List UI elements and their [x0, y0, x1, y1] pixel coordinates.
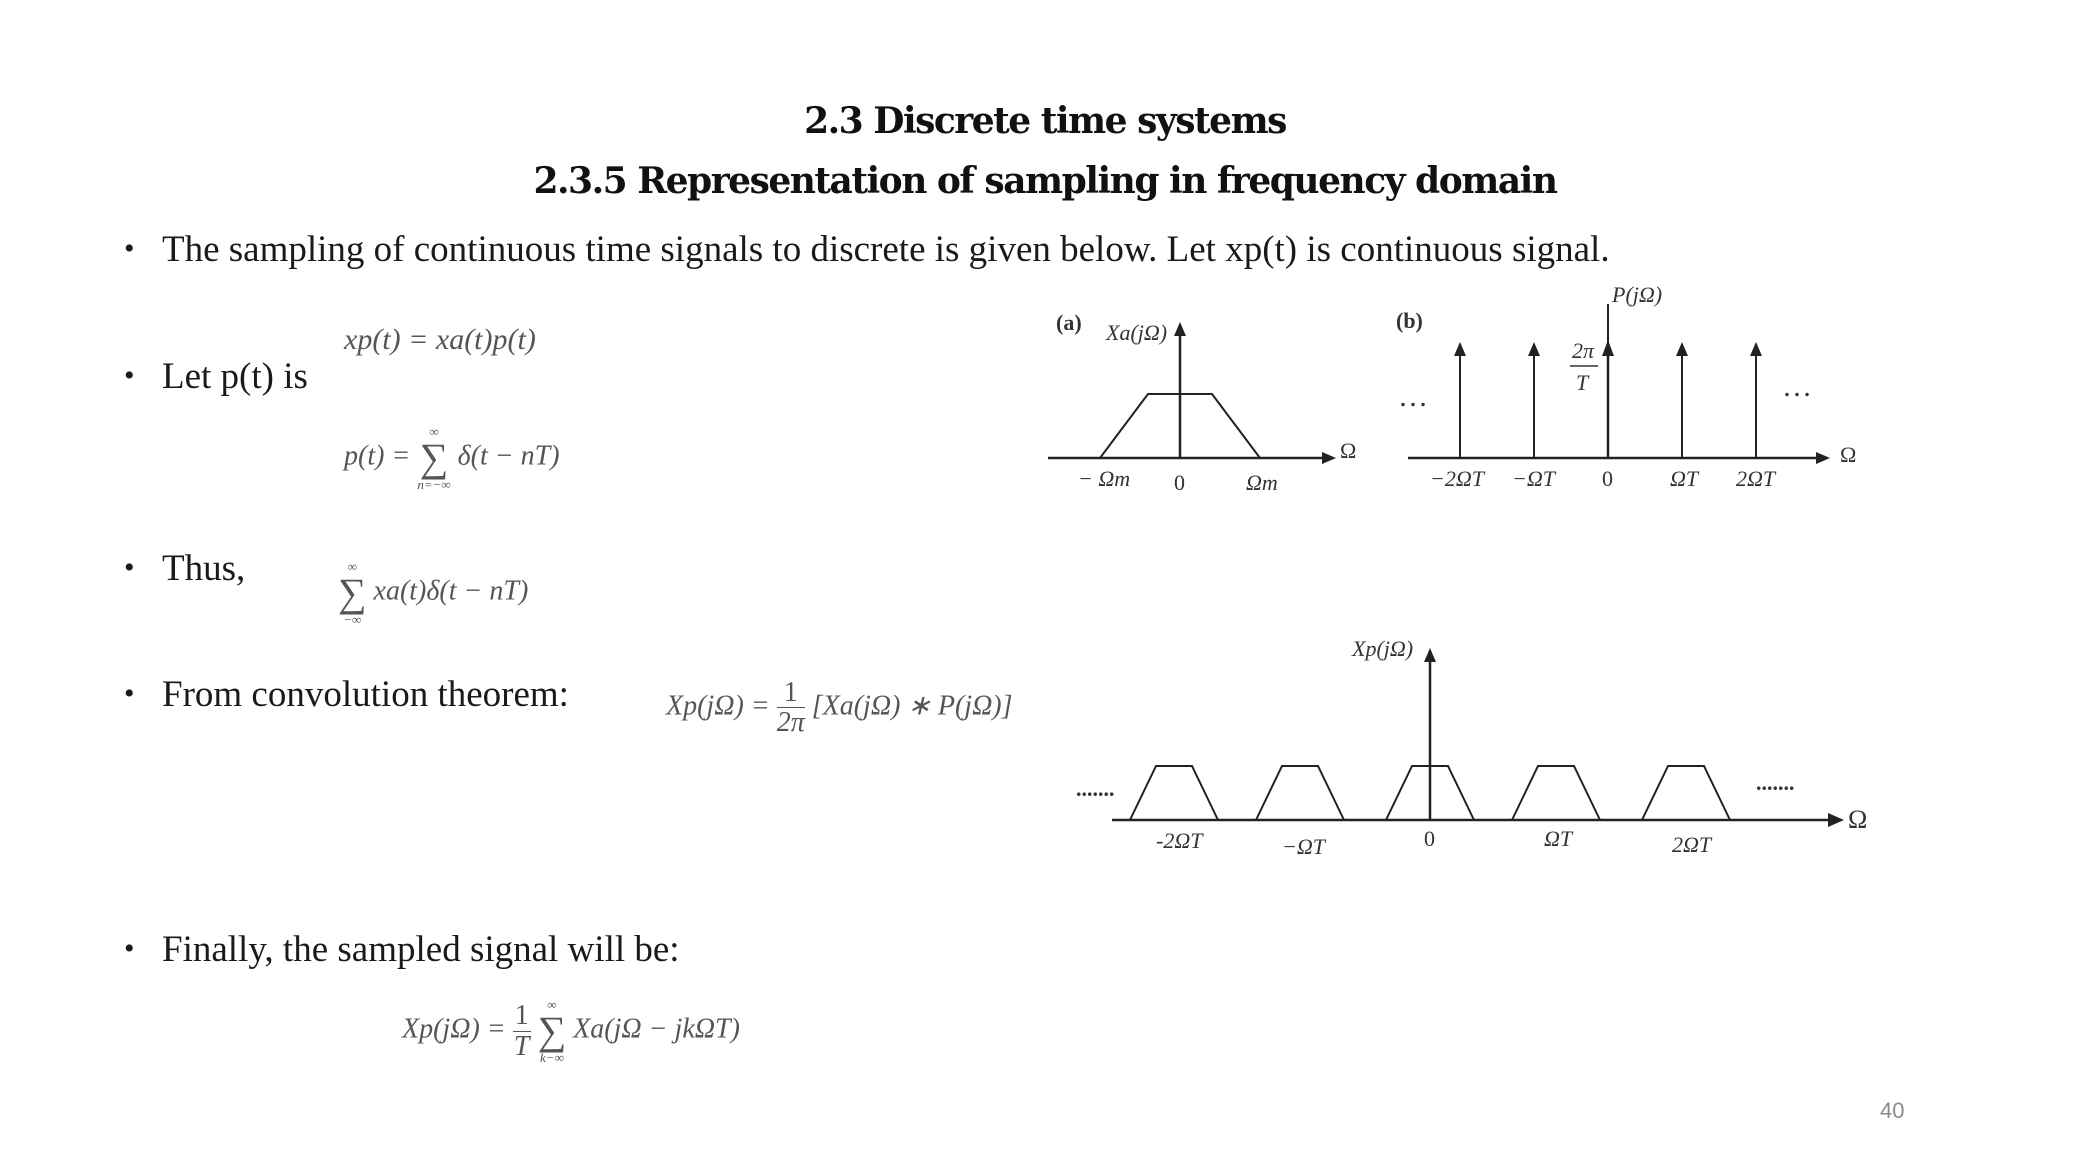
bullet-text: Thus, [162, 548, 246, 589]
equation-text: xp(t) = xa(t)p(t) [344, 323, 536, 356]
equation-rhs: [Xa(jΩ) ∗ P(jΩ)] [811, 690, 1013, 722]
sum-symbol: ∑ [537, 1008, 567, 1053]
equation-lhs: Xp(jΩ) = [402, 1013, 513, 1045]
dots-left: ....... [1076, 776, 1115, 801]
y-axis-label: Xp(jΩ) [1352, 636, 1414, 661]
tick-label: 0 [1424, 826, 1435, 851]
trapezoid-replica-minus-1 [1256, 766, 1344, 820]
bullet-text: The sampling of continuous time signals to discrete is given below. Let xp(t) is continuous signal. [162, 229, 1610, 270]
sum-lower: n=−∞ [417, 477, 451, 492]
tick-label: −ΩT [1282, 834, 1325, 859]
fraction [777, 678, 805, 738]
impulse-arrowhead [1602, 340, 1614, 356]
y-axis-arrowhead [1174, 322, 1186, 336]
page-number: 40 [1880, 1098, 1905, 1123]
tick-label: Ωm [1246, 470, 1278, 495]
fraction-numerator: 1 [777, 678, 805, 708]
sum-lower: −∞ [343, 612, 362, 627]
impulse-arrowhead [1528, 342, 1540, 356]
y-axis-label: Xa(jΩ) [1106, 320, 1168, 345]
equation-rhs: xa(t)δ(t − nT) [373, 575, 529, 607]
sum-upper: ∞ [429, 424, 439, 439]
bullet-text: From convolution theorem: [162, 674, 569, 715]
tick-label: -2ΩT [1156, 828, 1203, 853]
equation-convolution [666, 678, 1013, 738]
bullet-text: Finally, the sampled signal will be: [162, 929, 680, 970]
bullet-finally [124, 928, 680, 971]
impulse-arrowhead [1454, 342, 1466, 356]
x-axis-label: Ω [1340, 438, 1357, 463]
dots-left: … [1398, 380, 1428, 413]
panel-label: (a) [1056, 310, 1082, 335]
sum-symbol: ∑ [419, 435, 449, 480]
fraction [513, 1001, 531, 1061]
equation-rhs: Xa(jΩ − jkΩT) [573, 1013, 740, 1045]
dots-right: … [1782, 370, 1812, 403]
impulse-amplitude-denominator: T [1576, 370, 1589, 395]
figure-b-impulse-train [1390, 278, 1880, 503]
fraction-denominator: 2π [776, 707, 805, 739]
bullet-dot: • [124, 232, 135, 265]
tick-label: 0 [1602, 466, 1613, 491]
tick-label: − Ωm [1078, 466, 1131, 491]
sum-upper: ∞ [347, 559, 357, 574]
y-axis-arrowhead [1424, 648, 1436, 662]
tick-label: 0 [1174, 470, 1185, 495]
sum-lower: k−∞ [540, 1050, 564, 1065]
impulse-arrowhead [1750, 342, 1762, 356]
bullet-let-pt [124, 355, 308, 398]
summation [417, 425, 450, 491]
equation-xp-definition [344, 323, 536, 357]
bullet-dot: • [124, 932, 135, 965]
tick-label: 2ΩT [1672, 832, 1712, 857]
bullet-dot: • [124, 677, 135, 710]
trapezoid-replica-plus-2 [1642, 766, 1730, 820]
tick-label: ΩT [1544, 826, 1573, 851]
y-axis-label: P(jΩ) [1612, 282, 1663, 307]
summation [538, 998, 567, 1064]
trapezoid-replica-minus-2 [1130, 766, 1218, 820]
impulse-amplitude-numerator: 2π [1572, 338, 1595, 363]
bullet-convolution [124, 673, 569, 716]
x-axis-label: Ω [1840, 442, 1857, 467]
sum-symbol: ∑ [338, 570, 367, 615]
x-axis-arrowhead [1816, 452, 1830, 464]
summation [338, 560, 367, 626]
equation-final-sampled [402, 998, 740, 1064]
x-axis-arrowhead [1322, 452, 1336, 464]
tick-label: 2ΩT [1736, 466, 1776, 491]
equation-lhs: p(t) = [344, 440, 418, 472]
fraction-denominator: T [513, 1030, 530, 1062]
tick-label: −2ΩT [1430, 466, 1484, 491]
impulse-arrowhead [1676, 342, 1688, 356]
bullet-text: Let p(t) is [162, 356, 308, 397]
x-axis-label: Ω [1848, 805, 1868, 834]
figure-a-spectrum [1040, 300, 1370, 500]
section-subtitle: 2.3.5 Representation of sampling in frequency domain [533, 160, 1557, 202]
tick-label: −ΩT [1512, 466, 1555, 491]
x-axis-arrowhead [1828, 813, 1844, 827]
bullet-dot: • [124, 359, 135, 392]
figure-c-sampled-spectrum [1060, 630, 1868, 870]
dots-right: ....... [1756, 770, 1795, 795]
equation-thus-sum [338, 560, 528, 626]
bullet-thus [124, 547, 245, 590]
bullet-sampling-intro [124, 228, 1610, 271]
fraction-numerator: 1 [514, 1000, 529, 1032]
bullet-dot: • [124, 551, 135, 584]
tick-label: ΩT [1670, 466, 1699, 491]
page-title: 2.3 Discrete time systems [804, 100, 1286, 142]
sum-upper: ∞ [547, 997, 557, 1012]
panel-label: (b) [1396, 308, 1423, 333]
equation-pt-impulse-train [344, 425, 560, 491]
equation-lhs: Xp(jΩ) = [666, 690, 777, 722]
equation-rhs: δ(t − nT) [457, 440, 560, 472]
trapezoid-replica-plus-1 [1512, 766, 1600, 820]
